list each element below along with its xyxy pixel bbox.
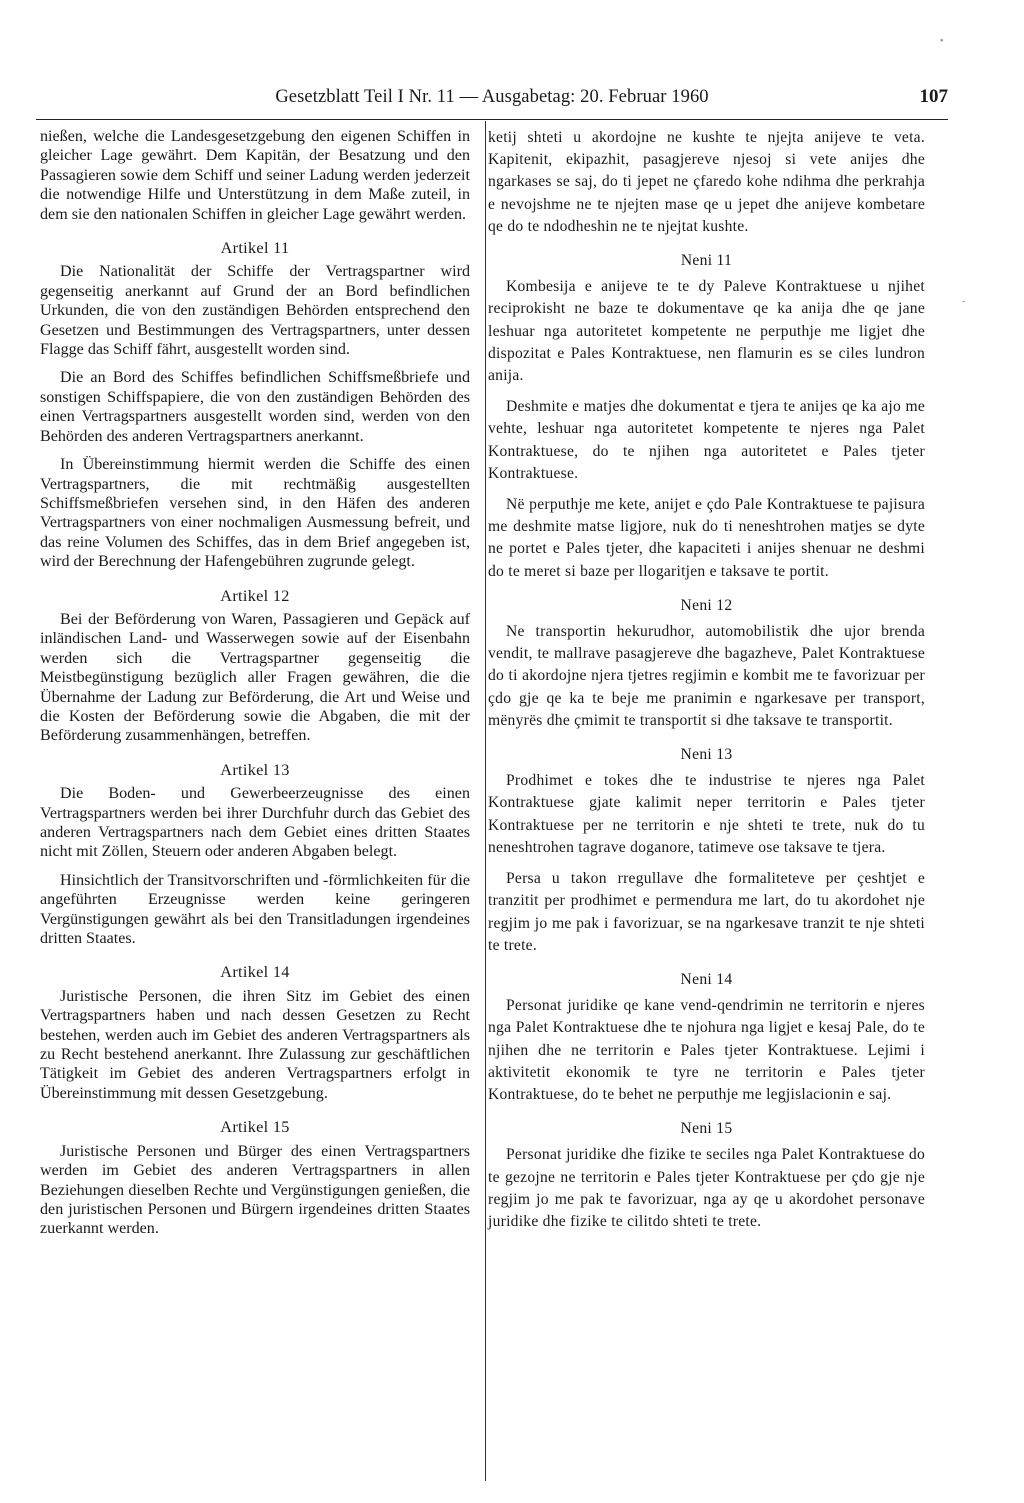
paragraph: ketij shteti u akordojne ne kushte te njejta anijeve te veta. Kapitenit, ekipazhit, pasagjereve njesoj si vete anijes dhe ngarkases se saj, do ti jepet ne çfaredo kohe ndihma dhe perkrahja e nevojshme ne te njejten mase qe u jepet dhe anijeve kombetare qe do te ndodheshin ne te njejtat kushte. [488,129,925,235]
article-heading: Artikel 14 [220,962,290,982]
paragraph: Die Nationalität der Schiffe der Vertragspartner wird gegenseitig anerkannt auf Grund der an Bord befindlichen Urkunden, die von den zuständigen Behörden entsprechend den Gesetzen und Bestimmungen des Vertragspartners, unter dessen Flagge das Schiff fährt, ausgestellt worden sind. [40,263,470,359]
article-heading: Artikel 15 [220,1117,290,1137]
running-title: Gesetzblatt Teil I Nr. 11 — Ausgabetag: 20. Februar 1960 [275,87,709,107]
page-header [36,84,948,112]
article-heading: Neni 13 [680,746,733,764]
article-heading: Neni 12 [680,596,733,614]
article-heading: Neni 15 [680,1120,733,1138]
paragraph: Juristische Personen und Bürger des einen Vertragspartners werden im Gebiet des anderen Vertragspartners in allen Beziehungen dieselben Rechte und Vergünstigungen genießen, die den juristischen Personen und Bürgern irgendeines dritten Staates zuerkannt werden. [40,1142,470,1238]
paragraph: Ne transportin hekurudhor, automobilistik dhe ujor brenda vendit, te mallrave pasagjereve dhe bagazheve, Palet Kontraktuese do ti akordojne njera tjetres regjimin e kombit me te favorizuar per çdo gje qe ka te beje me pranimin e ngarkesave per transport, mënyrës dhe çmimit te transportit si dhe taksave te transportit. [488,623,925,729]
paragraph: In Übereinstimmung hiermit werden die Schiffe des einen Vertragspartners, die mit rechtmäßig ausgestellten Schiffsmeßbriefen versehen sind, in den Häfen des anderen Vertragspartners von einer nochmaligen Ausmessung befreit, und das reine Volumen des Schiffes, das in dem Brief angegeben ist, wird der Berechnung der Hafengebühren zugrunde gelegt. [40,456,470,571]
article-heading: Artikel 11 [220,238,290,258]
paragraph: Hinsichtlich der Transitvorschriften und -förmlichkeiten für die angeführten Erzeugnisse werden keine geringeren Vergünstigungen gewährt als bei den Transitladungen irgendeines dritten Staates. [40,871,470,948]
paragraph: Prodhimet e tokes dhe te industrise te njeres nga Palet Kontraktuese gjate kalimit neper territorin e Pales tjeter Kontraktuese per ne territorin e nje shteti te trete, nuk do tu neneshtrohen tagrave doganore, tatimeve ose taksave te tjera. [488,772,925,856]
header-rule [36,119,948,120]
article-heading: Artikel 12 [220,585,290,605]
paragraph: nießen, welche die Landesgesetzgebung den eigenen Schiffen in gleicher Lage gewährt. Dem Kapitän, der Besatzung und den Passagieren sowie dem Schiff und seiner Ladung werden jederzeit die notwendige Hilfe und Unterstützung in dem Maße zuteil, in dem sie den nationalen Schiffen in gleicher Lage gewährt werden. [40,128,470,223]
paragraph: Juristische Personen, die ihren Sitz im Gebiet des einen Vertragspartners haben und nach dessen Gesetzen zu Recht bestehen, werden auch im Gebiet des anderen Vertragspartners als zu Recht bestehend anerkannt. Ihre Zulassung zur geschäftlichen Tätigkeit im Gebiet des anderen Vertragspartners erfolgt in Übereinstimmung mit dessen Gesetzgebung. [40,987,470,1102]
german-column [40,127,470,1248]
paragraph: Në perputhje me kete, anijet e çdo Pale Kontraktuese te pajisura me deshmite matse ligjore, nuk do ti neneshtrohen matjes se dyte ne portet e Pales tjeter, dhe kapaciteti i anijes shenuar ne deshmi do te meret si baze per llogaritjen e taksave te portit. [488,496,925,580]
article-heading: Artikel 13 [220,759,290,779]
paragraph: Die an Bord des Schiffes befindlichen Schiffsmeßbriefe und sonstigen Schiffspapiere, die von den zuständigen Behörden des einen Vertragspartners ausgestellt worden sind, werden von den Behörden des anderen Vertragspartners anerkannt. [40,369,470,445]
column-divider [485,121,486,1481]
print-speck: - [962,296,966,307]
page-number: 107 [919,86,948,107]
paragraph: Deshmite e matjes dhe dokumentat e tjera te anijes qe ka ajo me vehte, leshuar nga autoritetet kompetente te njeres nga Palet Kontraktuese, do te njihen nga autoritetet e Pales tjeter Kontraktuese. [488,398,925,482]
article-heading: Neni 11 [680,252,733,270]
paragraph: Kombesija e anijeve te te dy Paleve Kontraktuese u njihet reciprokisht ne baze te dokumentave qe ka anija dhe qe jane leshuar nga autoritetet kompetente ne perputhje me ligjet dhe dispozitat e Pales Kontraktuese, nen flamurin es se ciles lundron anija. [488,278,925,385]
article-heading: Neni 14 [680,970,733,988]
paragraph: Bei der Beförderung von Waren, Passagieren und Gepäck auf inländischen Land- und Wasserwegen sowie auf der Eisenbahn werden sich die Vertragspartner gegenseitig die Meistbegünstigung bezüglich aller Fragen gewähren, die die Übernahme der Ladung zur Beförderung, die Art und Weise und die Kosten der Beförderung sowie die Abgaben, die mit der Beförderung zusammenhängen, betreffen. [40,610,470,745]
albanian-column [488,127,925,1242]
paragraph: Persa u takon rregullave dhe formaliteteve per çeshtjet e tranzitit per prodhimet e permendura me lart, do tu akordohet nje regjim jo me pak i favorizuar, se na ngarkesave tranzit te nje shteti te trete. [488,870,925,954]
paragraph: Personat juridike dhe fizike te seciles nga Palet Kontraktuese do te gezojne ne territorin e Pales tjeter Kontraktuese per çdo gje nje regjim jo me pak te favorizuar, nga ay qe u akordohet personave juridike dhe fizike te cilitdo shteti te trete. [488,1146,925,1230]
print-speck: • [940,36,944,47]
paragraph: Personat juridike qe kane vend-qendrimin ne territorin e njeres nga Palet Kontraktuese dhe te njohura nga ligjet e kesaj Pale, do te njihen dhe ne territorin e Pales tjeter Kontraktuese. Lejimi i aktivitetit ekonomik te tyre ne territorin e Pales tjeter Kontraktuese, do te behet ne perputhje me legjislacionin e saj. [488,997,925,1103]
paragraph: Die Boden- und Gewerbeerzeugnisse des einen Vertragspartners werden bei ihrer Durchfuhr durch das Gebiet des anderen Vertragspartners nach dem Gebiet eines dritten Staates nicht mit Zöllen, Steuern oder anderen Abgaben belegt. [40,785,470,861]
